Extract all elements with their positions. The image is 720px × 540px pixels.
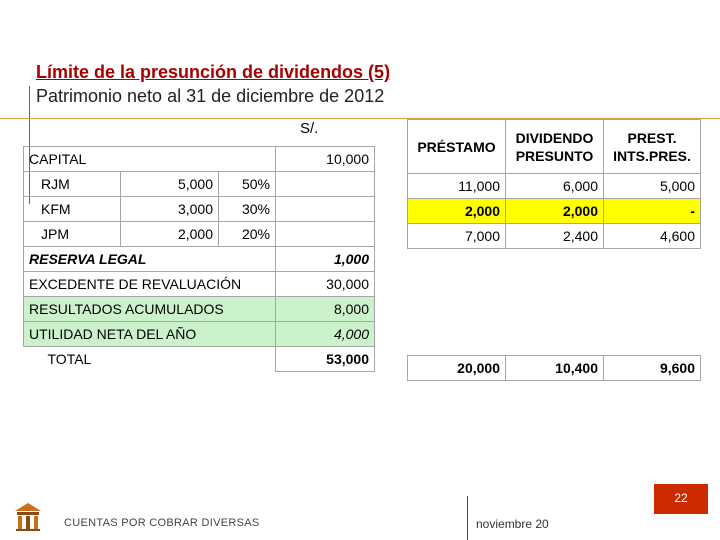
intereses-value: - (604, 199, 701, 224)
spacer-cell (604, 249, 701, 356)
dividendo-total: 10,400 (506, 356, 604, 381)
dividendo-value: 2,400 (506, 224, 604, 249)
footer-divider (467, 496, 468, 540)
shareholder-amount: 5,000 (121, 172, 219, 197)
header-dividendo-line2: PRESUNTO (515, 147, 594, 164)
resultados-value: 8,000 (276, 297, 375, 322)
capital-label: CAPITAL (24, 147, 276, 172)
loans-spacer-row (408, 249, 701, 356)
spacer-cell (506, 249, 604, 356)
dividendo-value: 6,000 (506, 174, 604, 199)
loans-row (408, 224, 701, 249)
resultados-row (24, 297, 375, 322)
prestamo-total: 20,000 (408, 356, 506, 381)
footer-date: noviembre 20 (476, 517, 549, 531)
shareholder-percent: 20% (219, 222, 276, 247)
loans-row-highlighted (408, 199, 701, 224)
prestamo-value: 2,000 (408, 199, 506, 224)
excedente-row (24, 272, 375, 297)
shareholder-amount: 3,000 (121, 197, 219, 222)
utilidad-value: 4,000 (276, 322, 375, 347)
capital-row (24, 147, 375, 172)
dividendo-value: 2,000 (506, 199, 604, 224)
shareholder-row (24, 172, 375, 197)
slide-title: Límite de la presunción de dividendos (5) (36, 62, 391, 82)
equity-table (23, 146, 375, 372)
total-label: TOTAL (47, 351, 92, 368)
resultados-label: RESULTADOS ACUMULADOS (24, 297, 276, 322)
page-number-badge: 22 (654, 484, 708, 514)
utilidad-label: UTILIDAD NETA DEL AÑO (24, 322, 276, 347)
currency-label: S/. (300, 120, 319, 137)
header-prestamo: PRÉSTAMO (408, 120, 506, 174)
shareholder-name: JPM (24, 222, 121, 247)
spacer-cell (408, 249, 506, 356)
loans-header-row (408, 120, 701, 174)
shareholder-amount: 2,000 (121, 222, 219, 247)
intereses-value: 4,600 (604, 224, 701, 249)
header-intereses-line1: PREST. (627, 129, 677, 146)
reserva-row (24, 247, 375, 272)
prestamo-value: 7,000 (408, 224, 506, 249)
empty-cell (276, 222, 375, 247)
shareholder-row (24, 197, 375, 222)
header-intereses (604, 120, 701, 174)
shareholder-row (24, 222, 375, 247)
loans-table (407, 119, 701, 381)
total-row (24, 347, 375, 372)
shareholder-percent: 50% (219, 172, 276, 197)
reserva-label: RESERVA LEGAL (24, 247, 276, 272)
utilidad-row (24, 322, 375, 347)
prestamo-value: 11,000 (408, 174, 506, 199)
capital-total: 10,000 (276, 147, 375, 172)
total-value: 53,000 (276, 347, 375, 372)
header-dividendo (506, 120, 604, 174)
footer-text: CUENTAS POR COBRAR DIVERSAS (64, 517, 260, 529)
excedente-label: EXCEDENTE DE REVALUACIÓN (24, 272, 276, 297)
header-dividendo-line1: DIVIDENDO (515, 129, 594, 146)
excedente-value: 30,000 (276, 272, 375, 297)
slide-subtitle: Patrimonio neto al 31 de diciembre de 2012 (36, 86, 385, 106)
shareholder-name: KFM (24, 197, 121, 222)
intereses-value: 5,000 (604, 174, 701, 199)
slide-title-block (36, 60, 390, 108)
loans-row (408, 174, 701, 199)
building-logo-icon (14, 502, 42, 532)
shareholder-name: RJM (24, 172, 121, 197)
intereses-total: 9,600 (604, 356, 701, 381)
empty-cell (276, 197, 375, 222)
reserva-value: 1,000 (276, 247, 375, 272)
header-intereses-line2: INTS.PRES. (613, 147, 691, 164)
loans-total-row (408, 356, 701, 381)
empty-cell (276, 172, 375, 197)
shareholder-percent: 30% (219, 197, 276, 222)
